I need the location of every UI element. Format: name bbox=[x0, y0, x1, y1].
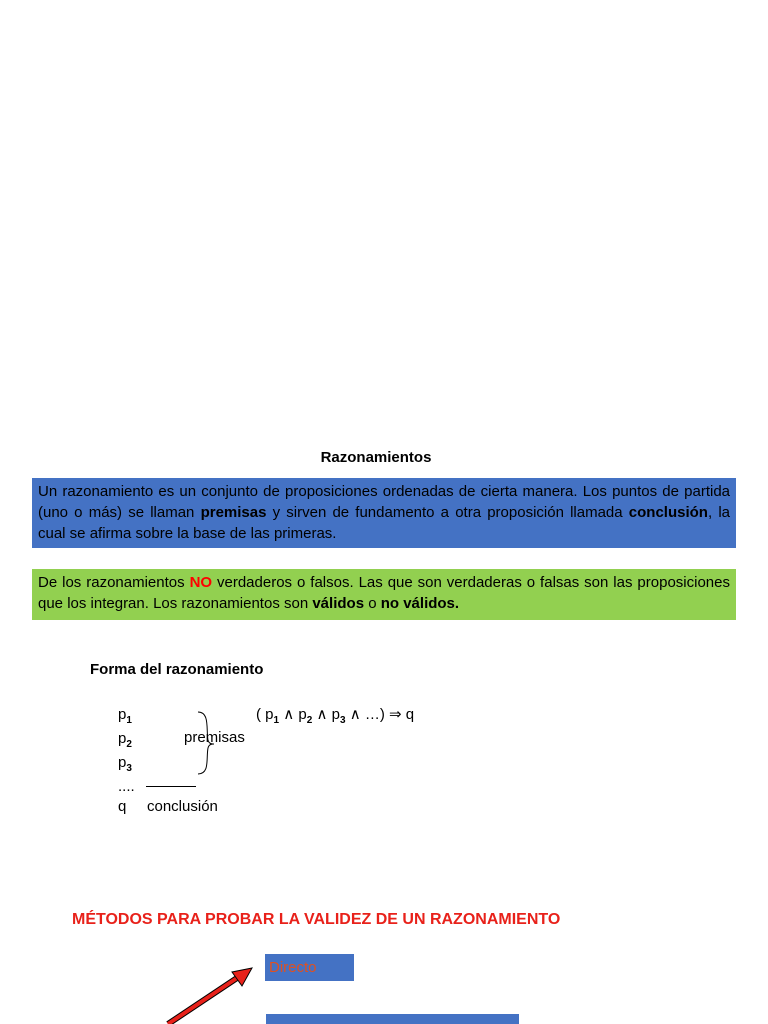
premise-p3: $p_3$ bbox=[118, 754, 132, 774]
note-box bbox=[32, 569, 736, 620]
premisas-term: premisas bbox=[200, 504, 267, 521]
premise-p2: $p_2$ bbox=[118, 730, 132, 750]
validos-term: válidos bbox=[312, 595, 365, 612]
arrow-icon bbox=[160, 960, 260, 1024]
no-highlight: NO bbox=[189, 574, 213, 591]
premisas-label: premisas bbox=[184, 729, 245, 746]
definition-text-1: Un razonamiento es un conjunto de proposiciones ordenadas de cierta manera. Los puntos de partida (uno o más) se llaman bbox=[38, 483, 730, 521]
formula: ( $p_1$ ∧ $p_2$ ∧ $p_3$ ∧ …) ⇒ q bbox=[256, 706, 415, 726]
conclusion-label: conclusión bbox=[147, 798, 218, 815]
note-text-3: o bbox=[364, 595, 381, 612]
note-text-2: verdaderos o falsos. Las que son verdaderas o falsas son las proposiciones que los integran. Los razonamientos son bbox=[38, 574, 730, 612]
premise-p1: $p_1$ bbox=[118, 706, 132, 726]
page-title: Razonamientos bbox=[320, 449, 432, 466]
conclusion-term: conclusión bbox=[628, 504, 708, 521]
definition-text-2: y sirven de fundamento a otra proposición llamada bbox=[266, 504, 629, 521]
second-method-box bbox=[266, 1014, 519, 1024]
direct-method-box: Directo bbox=[265, 954, 354, 981]
definition-box bbox=[32, 478, 736, 548]
form-title: Forma del razonamiento bbox=[90, 661, 264, 678]
definition-text-3: , la cual se afirma sobre la base de las primeras. bbox=[38, 504, 730, 542]
conclusion-line bbox=[146, 786, 196, 787]
methods-heading: MÉTODOS PARA PROBAR LA VALIDEZ DE UN RAZONAMIENTO bbox=[72, 911, 561, 928]
note-text-1: De los razonamientos bbox=[38, 574, 190, 591]
conclusion-q: q bbox=[118, 798, 127, 815]
premise-dots: .... bbox=[118, 778, 135, 795]
no-validos-term: no válidos. bbox=[380, 595, 460, 612]
